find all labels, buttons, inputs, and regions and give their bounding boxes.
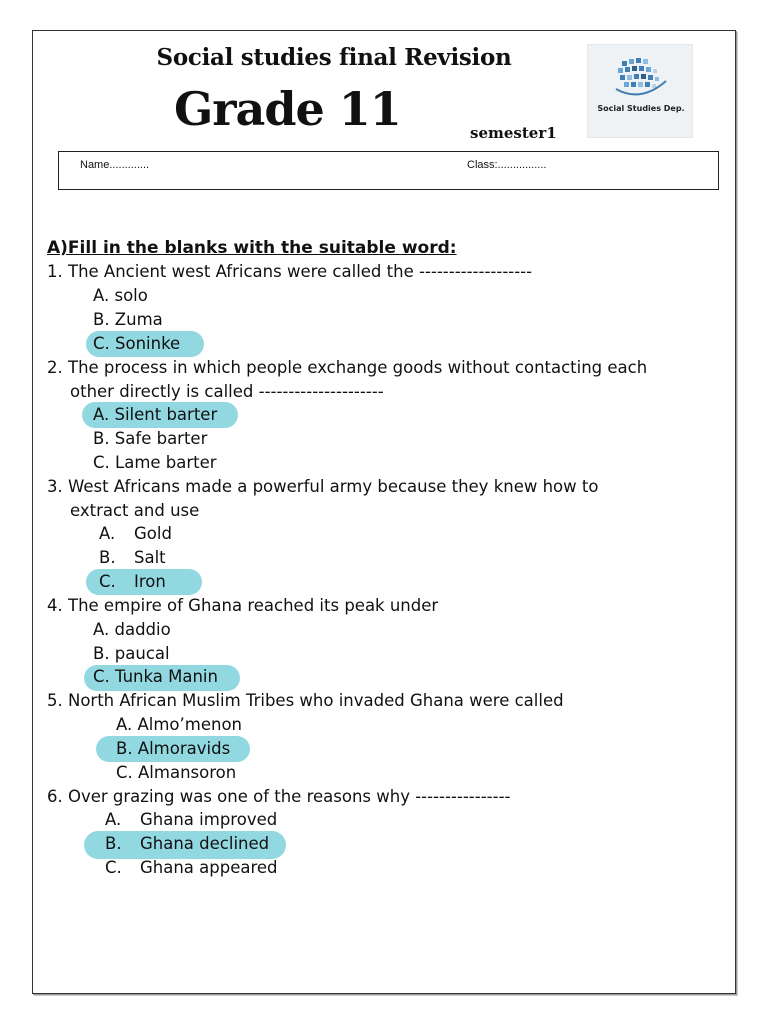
option-6c bbox=[105, 858, 278, 878]
option-text: Ghana improved bbox=[140, 810, 278, 829]
question-1: 1. The Ancient west Africans were called the ------------------- bbox=[47, 262, 533, 281]
option-letter: C. bbox=[99, 572, 116, 591]
class-field: Class:................ bbox=[467, 159, 547, 171]
option-4c: C. Tunka Manin bbox=[93, 667, 218, 686]
option-text: Salt bbox=[134, 548, 166, 567]
option-letter: A. bbox=[105, 810, 122, 829]
question-3: 3. West Africans made a powerful army because they knew how to bbox=[47, 477, 599, 496]
question-5: 5. North African Muslim Tribes who invaded Ghana were called bbox=[47, 691, 564, 710]
question-2-cont: other directly is called --------------------- bbox=[70, 382, 384, 401]
grade-title: Grade 11 bbox=[174, 82, 401, 136]
option-letter: A. bbox=[99, 524, 116, 543]
globe-icon bbox=[608, 51, 674, 101]
option-3b bbox=[99, 548, 166, 568]
option-5a: A. Almo’menon bbox=[116, 715, 243, 734]
option-6a bbox=[105, 810, 277, 830]
option-text: Gold bbox=[134, 524, 172, 543]
student-info-box bbox=[58, 151, 719, 190]
department-logo bbox=[587, 44, 693, 138]
option-1a: A. solo bbox=[93, 286, 148, 305]
option-5b: B. Almoravids bbox=[116, 739, 231, 758]
question-3-cont: extract and use bbox=[70, 501, 200, 520]
option-3c bbox=[99, 572, 166, 592]
name-field: Name............. bbox=[80, 159, 150, 171]
option-letter: B. bbox=[105, 834, 122, 853]
option-4a: A. daddio bbox=[93, 620, 171, 639]
option-2a: A. Silent barter bbox=[93, 405, 218, 424]
option-letter: C. bbox=[105, 858, 122, 877]
section-heading: A)Fill in the blanks with the suitable word: bbox=[47, 238, 457, 258]
semester-label: semester1 bbox=[470, 124, 557, 142]
question-4: 4. The empire of Ghana reached its peak under bbox=[47, 596, 439, 615]
option-3a bbox=[99, 524, 172, 544]
option-6b bbox=[105, 834, 269, 854]
worksheet-title: Social studies final Revision bbox=[156, 44, 512, 71]
option-1c: C. Soninke bbox=[93, 334, 181, 353]
option-2b: B. Safe barter bbox=[93, 429, 208, 448]
option-2c: C. Lame barter bbox=[93, 453, 217, 472]
option-text: Ghana declined bbox=[140, 834, 270, 853]
option-5c: C. Almansoron bbox=[116, 763, 237, 782]
question-6: 6. Over grazing was one of the reasons why ---------------- bbox=[47, 787, 511, 806]
question-2: 2. The process in which people exchange goods without contacting each bbox=[47, 358, 648, 377]
option-4b: B. paucal bbox=[93, 644, 170, 663]
option-1b: B. Zuma bbox=[93, 310, 163, 329]
option-text: Iron bbox=[134, 572, 166, 591]
logo-text: Social Studies Dep. bbox=[597, 104, 685, 113]
option-text: Ghana appeared bbox=[140, 858, 278, 877]
option-letter: B. bbox=[99, 548, 116, 567]
